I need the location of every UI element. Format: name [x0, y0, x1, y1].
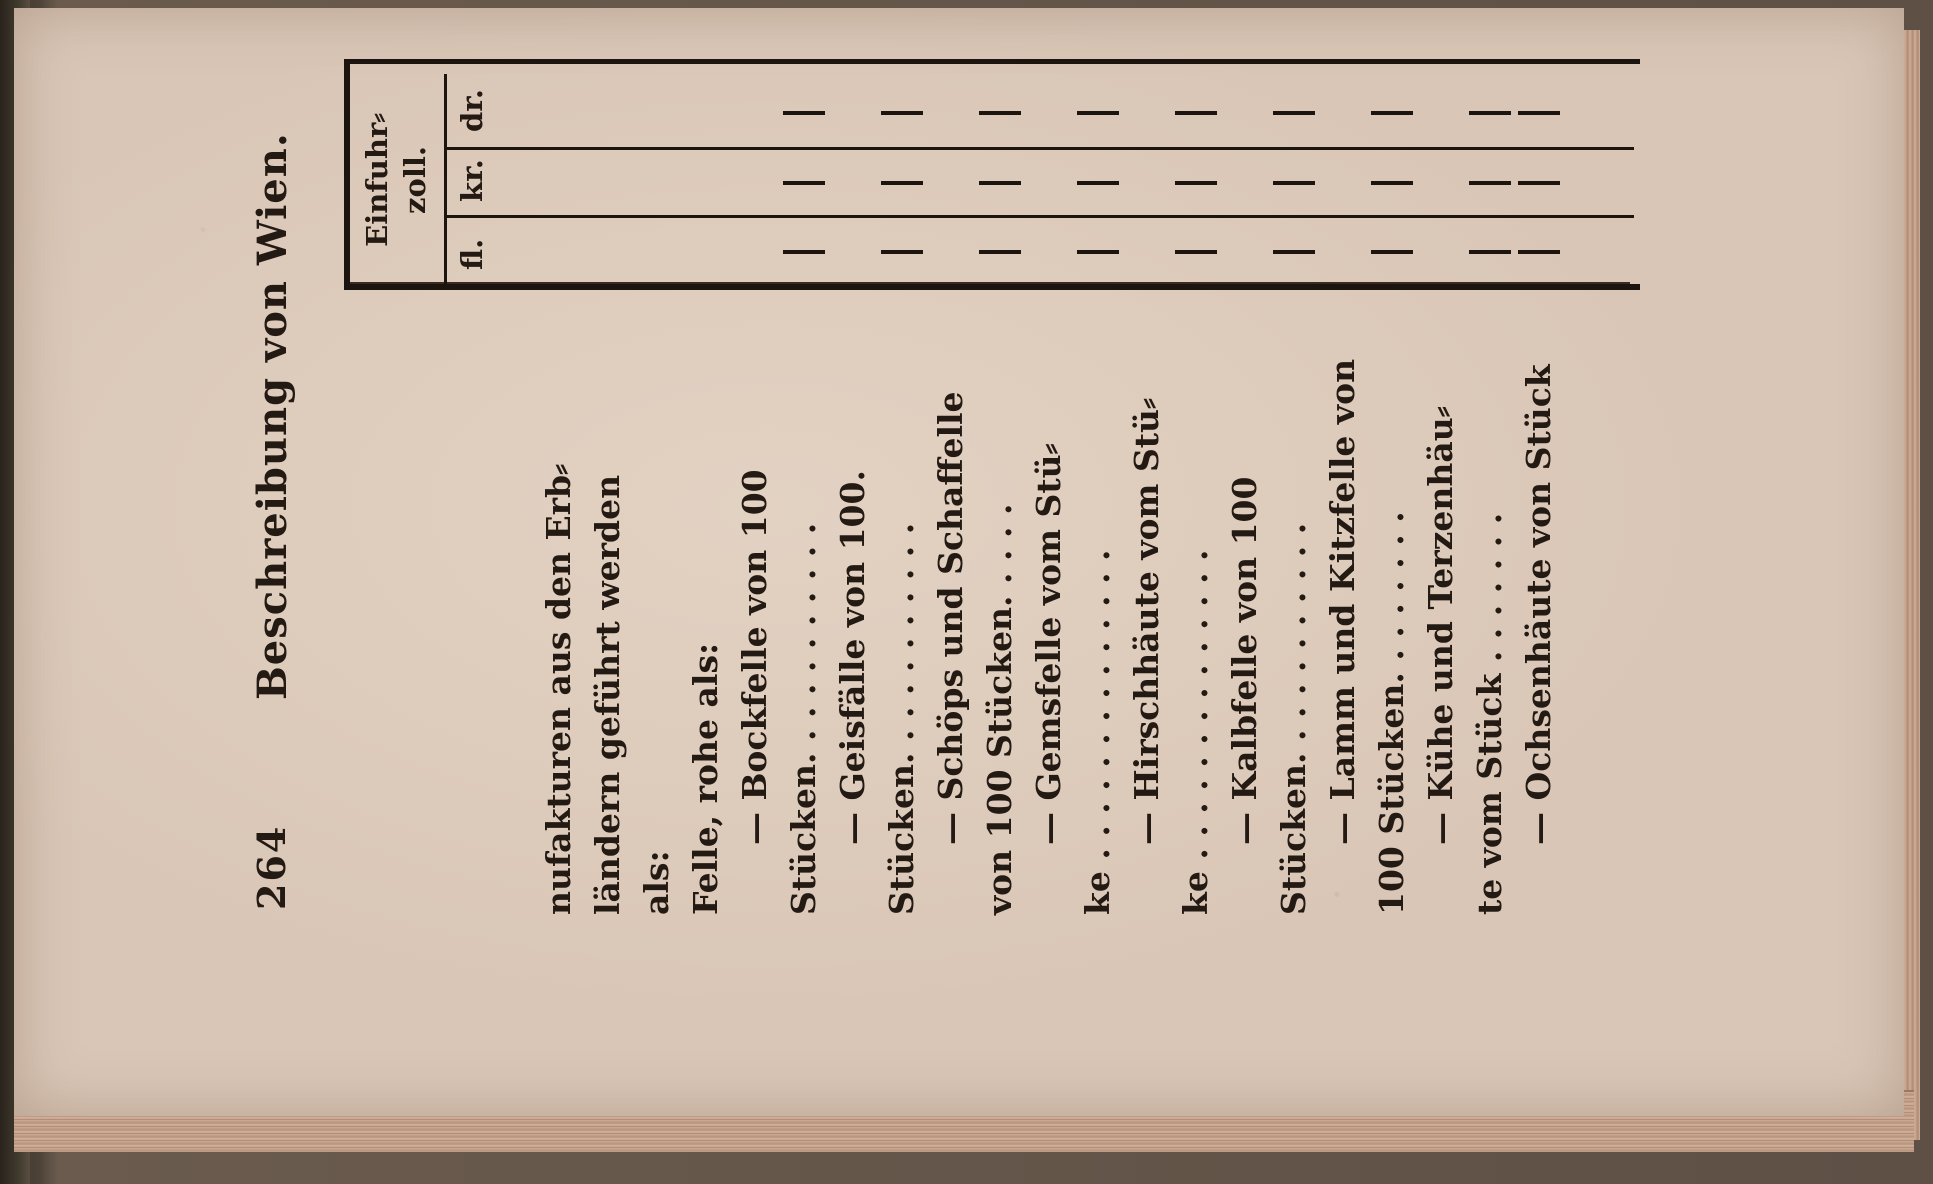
text-line: ke . . . . . . . . . . . . . .	[1078, 549, 1117, 915]
text-line: ke . . . . . . . . . . . . . .	[1176, 549, 1215, 915]
text-line: — Geisfälle von 100.	[833, 470, 872, 845]
table-dash-mark	[1469, 111, 1511, 115]
column-header-kr: kr.	[455, 159, 489, 202]
column-header-dr: dr.	[455, 89, 489, 132]
text-line: Stücken. . . . . . . . . . .	[882, 522, 921, 915]
table-column-headers	[444, 74, 497, 284]
table-dash-mark	[881, 111, 923, 115]
text-line: Stücken. . . . . . . . . . .	[784, 522, 823, 915]
column-rule-1	[444, 215, 1634, 218]
text-line: te vom Stück . . . . . . .	[1470, 512, 1509, 915]
import-duty-table	[344, 60, 1639, 290]
table-dash-mark	[979, 181, 1021, 185]
table-dash-mark	[1175, 111, 1217, 115]
table-dash-mark	[1273, 250, 1315, 254]
text-line: — Lamm und Kitzfelle von	[1323, 358, 1362, 845]
text-line: — Gemsfelle vom Stü⸗	[1029, 443, 1068, 845]
table-heading: Einfuhr⸗ zoll.	[360, 113, 432, 247]
table-dash-mark	[1077, 111, 1119, 115]
text-line: — Bockfelle von 100	[735, 469, 774, 845]
table-dash-mark	[1175, 250, 1217, 254]
table-dash-mark	[1518, 111, 1560, 115]
text-line: — Kühe und Terzenhäu⸗	[1421, 406, 1460, 845]
rotated-page-content	[14, 0, 1914, 1090]
table-dash-mark	[783, 111, 825, 115]
table-dash-mark	[881, 181, 923, 185]
table-dash-mark	[979, 111, 1021, 115]
page-header	[249, 10, 309, 910]
text-line: Stücken. . . . . . . . . . .	[1274, 522, 1313, 915]
text-line: — Hirschhäute vom Stü⸗	[1127, 398, 1166, 845]
table-dash-mark	[783, 250, 825, 254]
table-dash-mark	[783, 181, 825, 185]
column-rule-2	[444, 147, 1634, 150]
table-dash-mark	[1518, 250, 1560, 254]
table-dash-mark	[1077, 181, 1119, 185]
table-dash-mark	[1371, 181, 1413, 185]
table-dash-mark	[1469, 250, 1511, 254]
table-dash-mark	[1273, 181, 1315, 185]
column-header-fl: fl.	[455, 238, 489, 270]
running-title: Beschreibung von Wien.	[249, 132, 296, 700]
table-dash-mark	[1371, 111, 1413, 115]
text-line: 100 Stücken. . . . . . . .	[1372, 511, 1411, 915]
table-dash-mark	[1273, 111, 1315, 115]
table-dash-mark	[979, 250, 1021, 254]
tariff-text-column	[534, 215, 1563, 915]
text-line: Felle, rohe als:	[686, 642, 725, 915]
table-dash-mark	[1518, 181, 1560, 185]
text-line: — Ochsenhäute von Stück	[1519, 364, 1558, 845]
table-dash-mark	[1469, 181, 1511, 185]
text-line: von 100 Stücken. . . . .	[980, 503, 1019, 915]
page-number: 264	[249, 824, 294, 910]
text-line: — Schöps und Schaffelle	[931, 391, 970, 845]
text-line: als:	[637, 850, 676, 915]
table-dash-mark	[1077, 250, 1119, 254]
table-dash-mark	[1175, 181, 1217, 185]
text-line: ländern geführt werden	[588, 474, 627, 915]
text-line: — Kalbfelle von 100	[1225, 476, 1264, 845]
table-dash-mark	[1371, 250, 1413, 254]
table-dash-mark	[881, 250, 923, 254]
text-line: nufakturen aus den Erb⸗	[539, 463, 578, 915]
